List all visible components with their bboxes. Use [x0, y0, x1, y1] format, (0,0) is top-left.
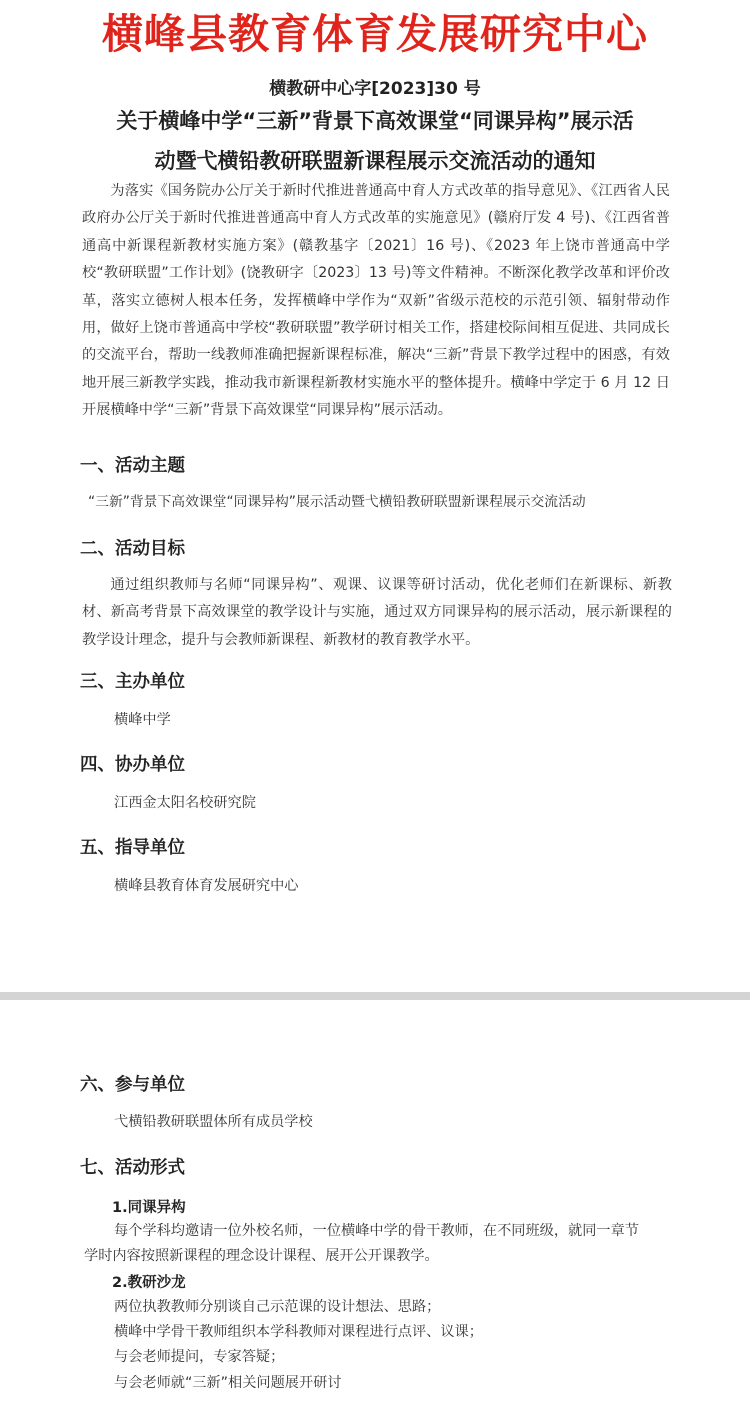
host-text: 横峰中学: [114, 712, 171, 728]
document-number: 横教研中心字[2023]30 号: [269, 79, 481, 99]
theme-text: “三新”背景下高效课堂“同课异构”展示活动暨弋横铅教研联盟新课程展示交流活动: [88, 494, 586, 510]
format-sub1-line-1: 每个学科均邀请一位外校名师，一位横峰中学的骨干教师，在不同班级，就同一章节: [114, 1223, 639, 1239]
section-heading-co-host: 四、协办单位: [80, 755, 185, 775]
section-heading-participants: 六、参与单位: [80, 1075, 185, 1095]
notice-title-line-2: 动暨弋横铅教研联盟新课程展示交流活动的通知: [154, 149, 596, 173]
format-sub2-line-3: 与会老师提问，专家答疑；: [114, 1349, 285, 1365]
guide-text: 横峰县教育体育发展研究中心: [114, 878, 299, 894]
section-heading-goal: 二、活动目标: [80, 539, 185, 559]
format-sub-heading-1: 1.同课异构: [112, 1200, 186, 1216]
page-divider: [0, 992, 750, 1000]
section-heading-host: 三、主办单位: [80, 672, 185, 692]
goal-paragraph: 通过组织教师与名师“同课异构”、观课、议课等研讨活动，优化老师们在新课标、新教材、新高考背景下高效课堂的教学设计与实施，通过双方同课异构的展示活动，展示新课程的教学设计理念，提升与会教师新课程、新教材的教育教学水平。: [82, 577, 672, 648]
format-sub-heading-2: 2.教研沙龙: [112, 1275, 186, 1291]
intro-paragraph: 为落实《国务院办公厅关于新时代推进普通高中育人方式改革的指导意见》、《江西省人民政府办公厅关于新时代推进普通高中育人方式改革的实施意见》(赣府厅发 4 号)、《江西省普通高中新课程新教材实施方案》(赣教基字〔2021〕16 号)、《2023 年上饶市普通高中学校“教研联盟”工作计划》(饶教研字〔2023〕13 号)等文件精神。不断深化教学改革和评价改革，落实立德树人根本任务，发挥横峰中学作为“双新”省级示范校的示范引领、辐射带动作用，做好上饶市普通高中学校“教研联盟”教学研讨相关工作，搭建校际间相互促进、共同成长的交流平台，帮助一线教师准确把握新课程标准，解决“三新”背景下教学过程中的困惑，有效地开展三新教学实践，推动我市新课程新教材实施水平的整体提升。横峰中学定于 6 月 12 日开展横峰中学“三新”背景下高效课堂“同课异构”展示活动。: [82, 183, 670, 419]
format-sub2-line-2: 横峰中学骨干教师组织本学科教师对课程进行点评、议课；: [114, 1324, 483, 1340]
format-sub2-line-1: 两位执教教师分别谈自己示范课的设计想法、思路；: [114, 1299, 441, 1315]
org-title: 横峰县教育体育发展研究中心: [102, 10, 648, 58]
section-heading-guide: 五、指导单位: [80, 838, 185, 858]
notice-title-line-1: 关于横峰中学“三新”背景下高效课堂“同课异构”展示活: [116, 109, 634, 133]
participants-text: 弋横铅教研联盟体所有成员学校: [114, 1114, 313, 1130]
section-heading-format: 七、活动形式: [80, 1158, 185, 1178]
section-heading-theme: 一、活动主题: [80, 456, 185, 476]
co-host-text: 江西金太阳名校研究院: [114, 795, 256, 811]
format-sub1-line-2: 学时内容按照新课程的理念设计课程、展开公开课教学。: [84, 1248, 439, 1264]
format-sub2-line-4: 与会老师就“三新”相关问题展开研讨: [114, 1375, 342, 1391]
document-page-2: [0, 1000, 750, 1401]
